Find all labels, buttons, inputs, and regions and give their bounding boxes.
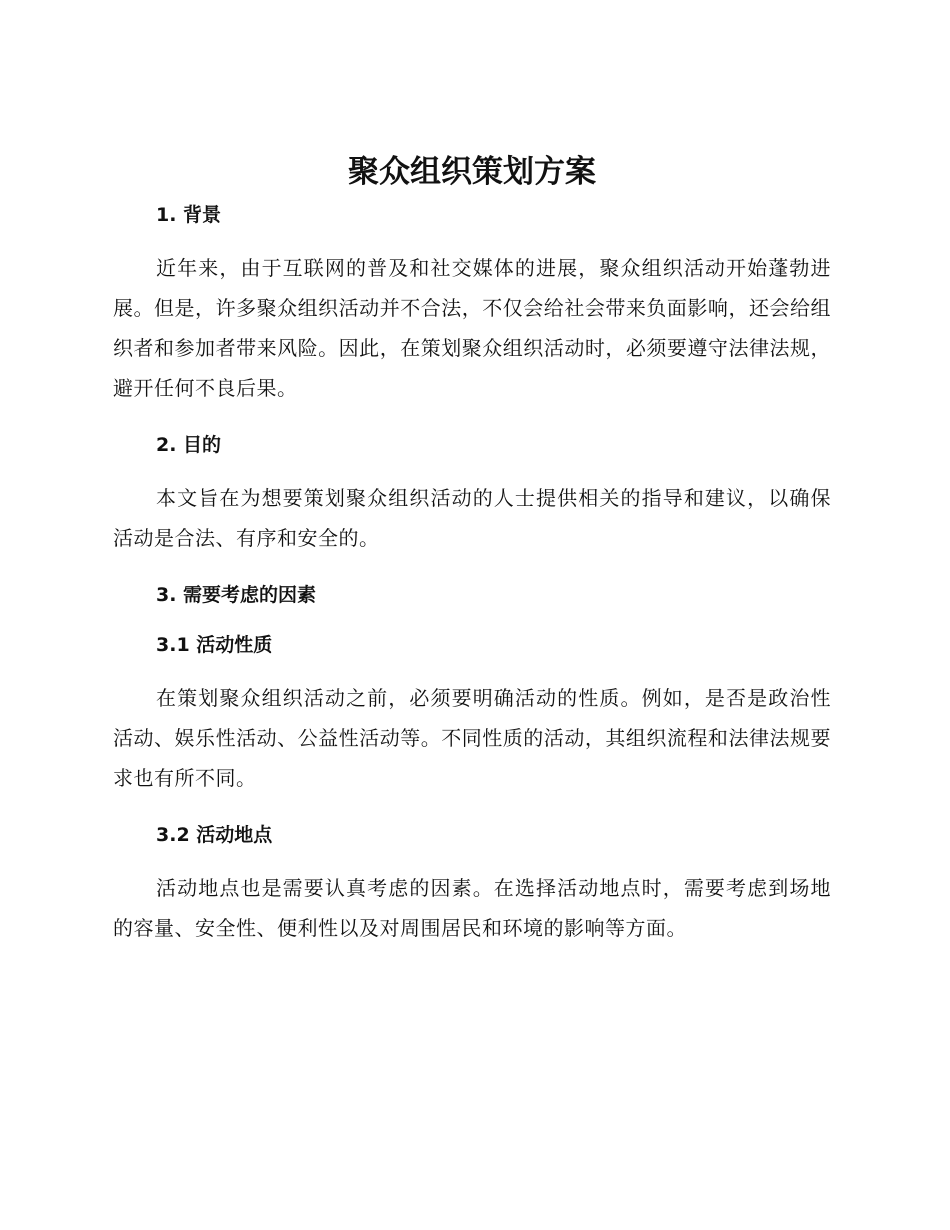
section-activity-location xyxy=(113,822,831,948)
document-page xyxy=(113,150,831,948)
section-background xyxy=(113,202,831,432)
section-heading: 2. 目的 xyxy=(156,434,222,456)
section-heading: 3. 需要考虑的因素 xyxy=(156,584,317,606)
section-activity-nature xyxy=(113,632,831,822)
section-purpose xyxy=(113,432,831,582)
section-factors xyxy=(113,582,831,632)
section-paragraph: 本文旨在为想要策划聚众组织活动的人士提供相关的指导和建议，以确保活动是合法、有序和安全的。 xyxy=(113,486,831,550)
section-paragraph: 活动地点也是需要认真考虑的因素。在选择活动地点时，需要考虑到场地的容量、安全性、便利性以及对周围居民和环境的影响等方面。 xyxy=(113,876,831,940)
section-paragraph: 近年来，由于互联网的普及和社交媒体的进展，聚众组织活动开始蓬勃进展。但是，许多聚众组织活动并不合法，不仅会给社会带来负面影响，还会给组织者和参加者带来风险。因此，在策划聚众组织活动时，必须要遵守法律法规，避开任何不良后果。 xyxy=(113,256,831,400)
section-paragraph: 在策划聚众组织活动之前，必须要明确活动的性质。例如，是否是政治性活动、娱乐性活动、公益性活动等。不同性质的活动，其组织流程和法律法规要求也有所不同。 xyxy=(113,686,831,790)
section-heading: 3.2 活动地点 xyxy=(156,824,273,846)
section-heading: 3.1 活动性质 xyxy=(156,634,273,656)
section-heading: 1. 背景 xyxy=(156,204,222,226)
document-title: 聚众组织策划方案 xyxy=(348,154,596,190)
